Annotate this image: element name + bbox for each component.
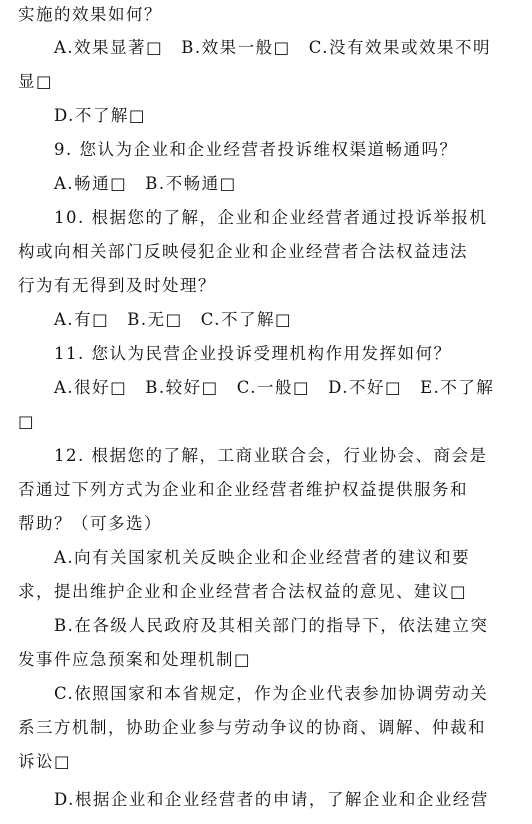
q11-option-e[interactable]: E.不了解 [420,378,495,397]
q12-option-c-line-3[interactable]: 诉讼□ [18,752,72,771]
q10-question-line-1: 10. 根据您的了解，企业和企业经营者通过投诉举报机 [54,208,488,227]
q10-option-b[interactable]: B.无□ [127,310,183,329]
q12-option-b-line-1[interactable]: B.在各级人民政府及其相关部门的指导下，依法建立突 [54,616,489,635]
q12-option-c-line-2[interactable]: 系三方机制，协助企业参与劳动争议的协商、调解、仲裁和 [18,718,486,737]
q9-option-a[interactable]: A.畅通□ [54,174,128,193]
q11-option-e-wrap: □ [18,412,36,431]
q8-question-continuation: 实施的效果如何？ [18,5,162,24]
q12-option-b-line-2[interactable]: 发事件应急预案和处理机制□ [18,650,252,669]
q8-option-a[interactable]: A.效果显著□ [54,38,164,57]
q12-question-line-2: 否通过下列方式为企业和企业经营者维护权益提供服务和 [18,480,468,499]
q10-question-line-2: 构或向相关部门反映侵犯企业和企业经营者合法权益违法 [18,242,468,261]
q12-question-line-3: 帮助？（可多选） [18,514,162,533]
q11-option-b[interactable]: B.较好□ [145,378,219,397]
q8-option-c-wrap: 显□ [18,72,54,91]
q8-options-line [54,37,491,59]
q11-option-a[interactable]: A.很好□ [54,378,128,397]
q9-question: 9. 您认为企业和企业经营者投诉维权渠道畅通吗？ [54,140,458,159]
q9-options-line [54,173,237,195]
q12-option-a-line-2[interactable]: 求，提出维护企业和企业经营者合法权益的意见、建议□ [18,582,468,601]
q11-option-c[interactable]: C.一般□ [236,378,311,397]
q10-options-line [54,309,292,331]
q10-option-a[interactable]: A.有□ [54,310,110,329]
q12-option-c-line-1[interactable]: C.依照国家和本省规定，作为企业代表参加协调劳动关 [54,684,489,703]
q11-options-line [54,377,494,399]
q8-option-c[interactable]: C.没有效果或效果不明 [308,38,492,57]
q8-option-b[interactable]: B.效果一般□ [181,38,291,57]
q9-option-b[interactable]: B.不畅通□ [145,174,237,193]
q10-option-c[interactable]: C.不了解□ [200,310,293,329]
q12-option-a-line-1[interactable]: A.向有关国家机关反映企业和企业经营者的建议和要 [54,548,471,567]
q11-question: 11. 您认为民营企业投诉受理机构作用发挥如何？ [54,344,452,363]
q11-option-d[interactable]: D.不好□ [328,378,403,397]
q12-option-d-line-1[interactable]: D.根据企业和企业经营者的申请，了解企业和企业经营 [54,790,489,809]
q10-question-line-3: 行为有无得到及时处理？ [18,276,216,295]
q12-question-line-1: 12. 根据您的了解，工商业联合会，行业协会、商会是 [54,446,488,465]
q8-option-d[interactable]: D.不了解□ [54,106,146,125]
